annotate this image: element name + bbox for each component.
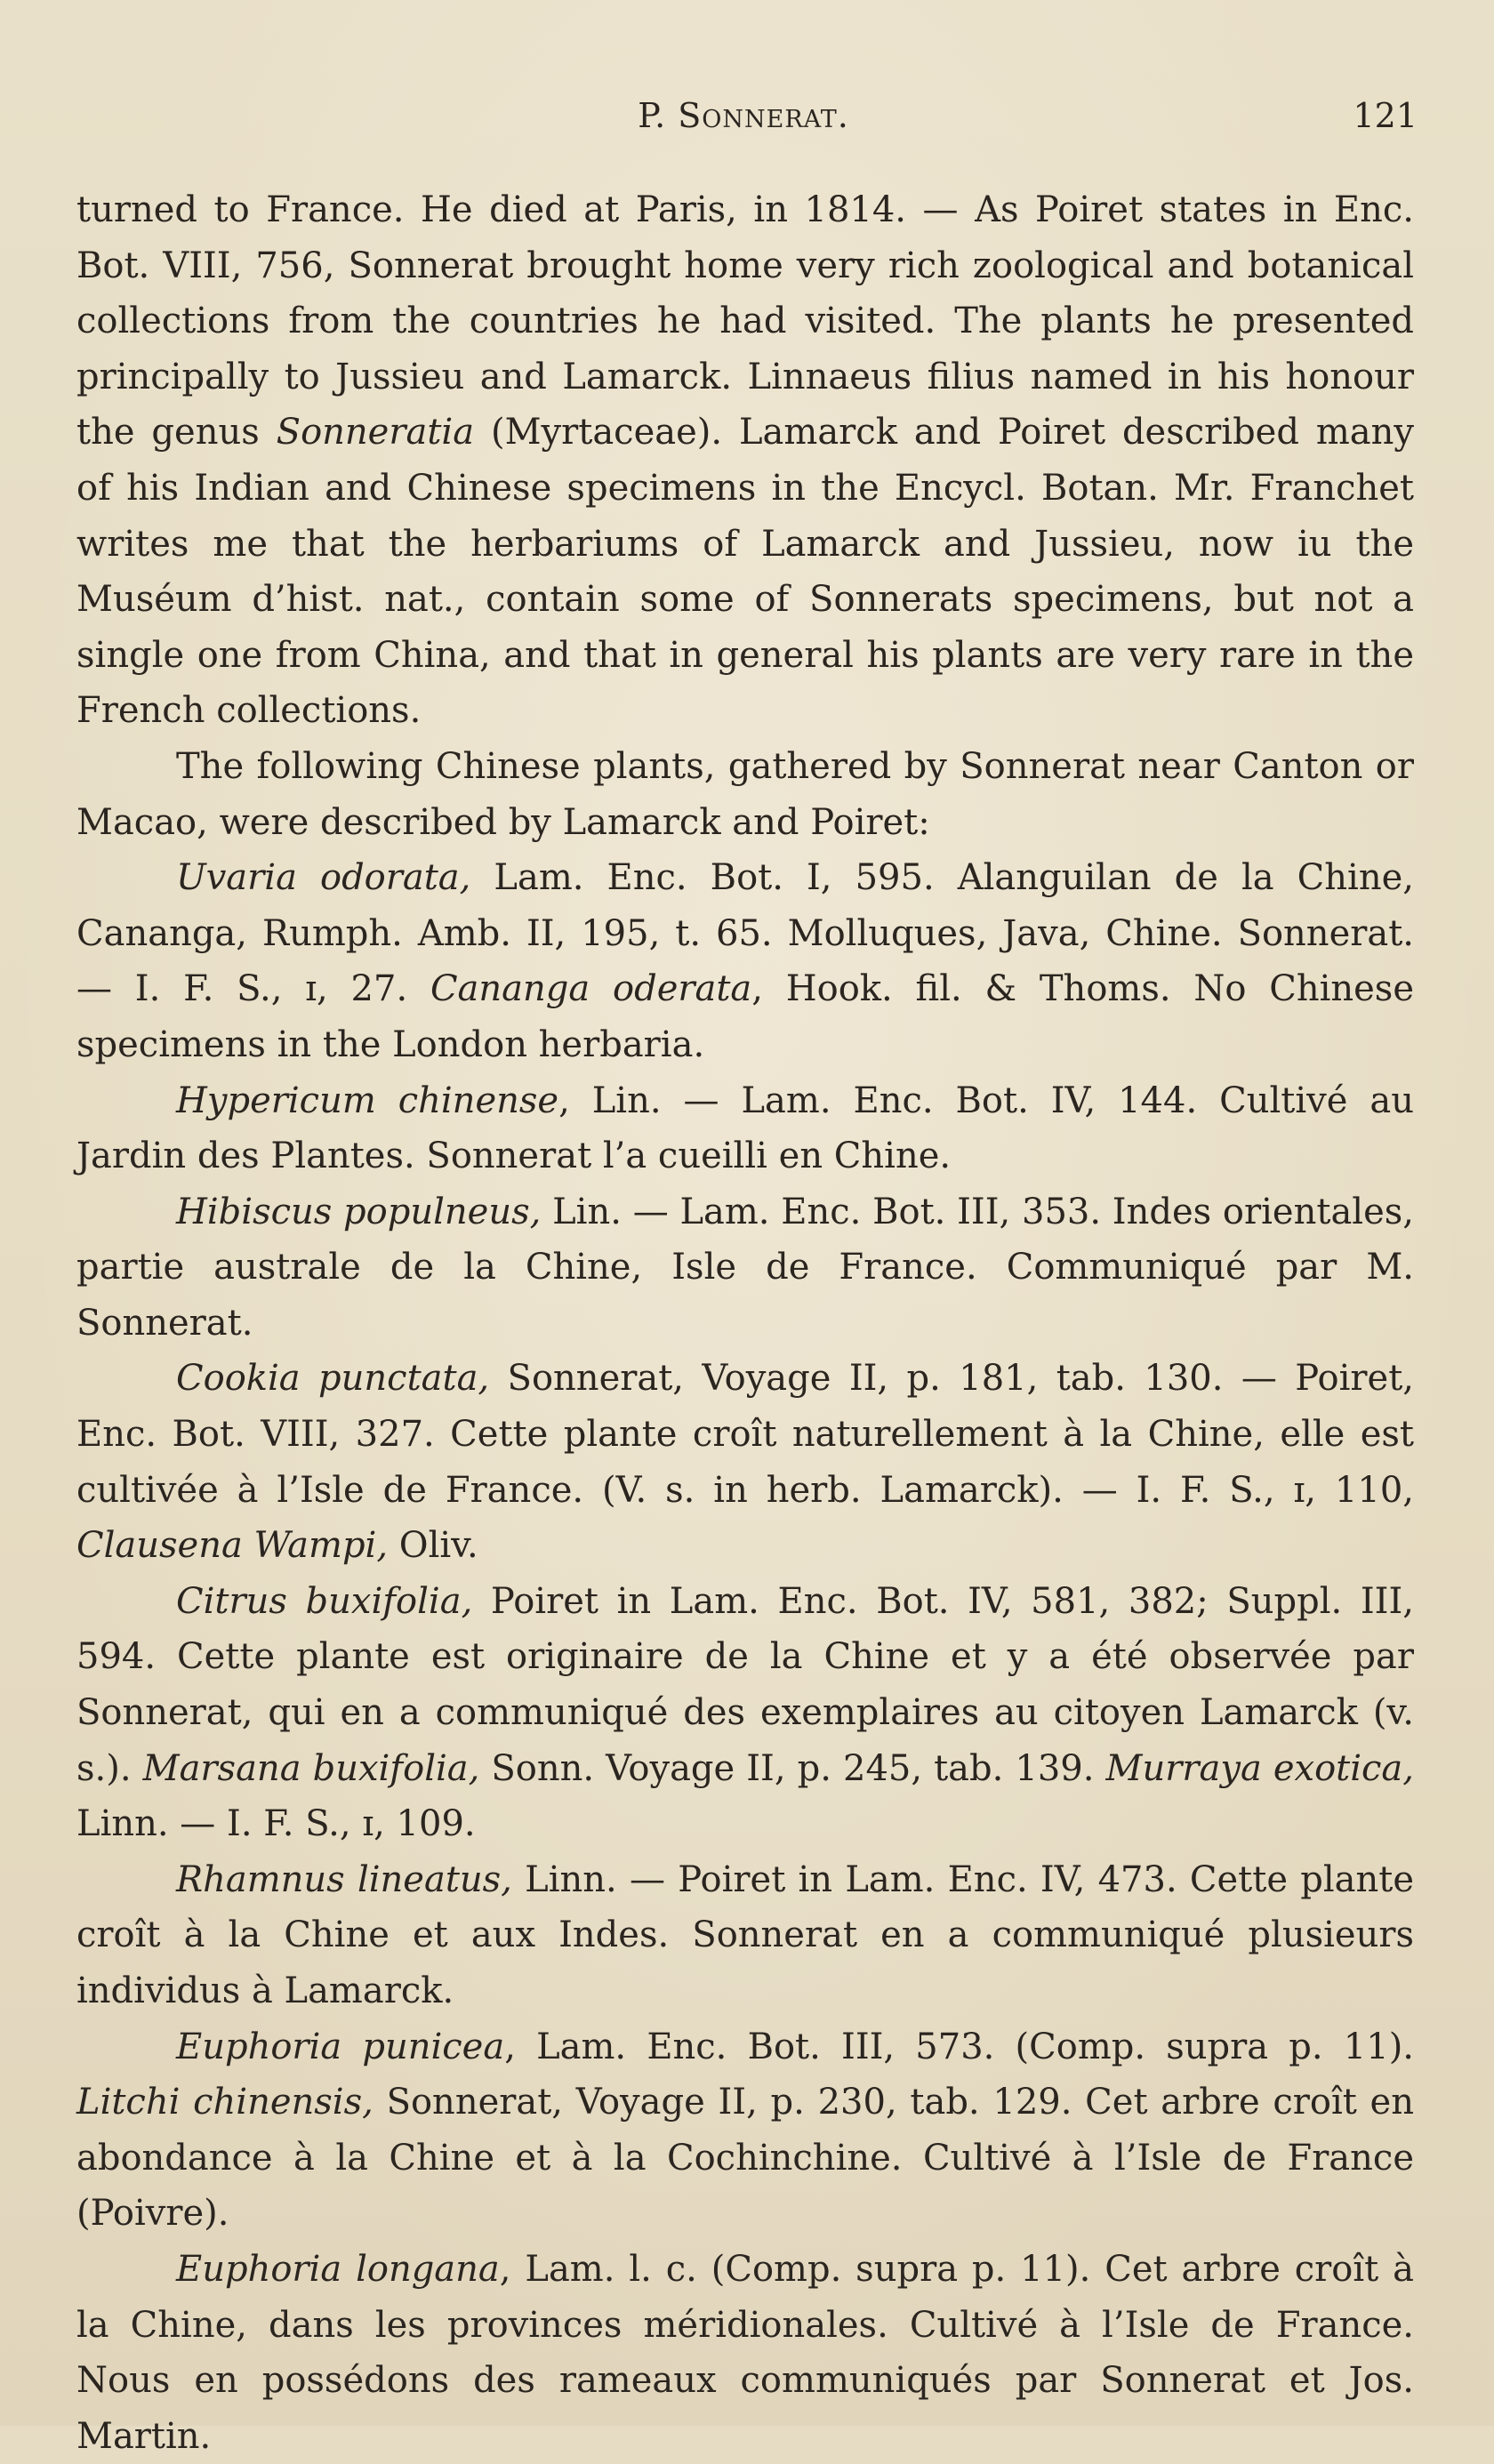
species-entry-cookia (76, 1351, 1414, 1573)
taxon-name: Clausena Wampi, (76, 1525, 389, 1567)
species-entry-euphoria-longana (76, 2242, 1414, 2464)
taxon-name: Murraya exotica, (1105, 1747, 1414, 1789)
species-entry-hibiscus (76, 1184, 1414, 1352)
text-segment: Sonnerat, Voyage II, p. 181, tab. 130. — Poiret, Enc. Bot. VIII, 327. Cette plante croît naturellement à la Chine, elle est cultivée à l’Isle de France. (V. s. in herb. Lamarck). — I. F. S., ɪ, 110, (76, 1358, 1415, 1511)
text-segment: Sonn. Voyage II, p. 245, tab. 139. (479, 1747, 1106, 1789)
paragraph-continuation (76, 182, 1414, 739)
text-segment: The following Chinese plants, gathered by Sonnerat near Canton or Macao, were described by Lamarck and Poiret: (76, 745, 1414, 843)
species-entry-rhamnus (76, 1852, 1414, 2019)
text-segment: (Myrtaceae). Lamarck and Poiret described many of his Indian and Chinese specimens in the Encycl. Botan. Mr. Franchet writes me that the herbariums of Lamarck and Jussieu, now iu the Muséum d’hist. nat., contain some of Sonnerats specimens, but not a single one from China, and that in general his plants are very rare in the French collections. (76, 412, 1414, 732)
taxon-name: Litchi chinensis, (76, 2082, 374, 2123)
taxon-name: Rhamnus lineatus, (176, 1858, 512, 1900)
text-segment: , Hook. fil. & Thoms. No Chinese specimens in the London herbaria. (76, 968, 1415, 1065)
species-entry-uvaria (76, 850, 1414, 1072)
taxon-name: Sonneratia (276, 412, 475, 453)
text-segment: Lam. Enc. Bot. I, 595. Alanguilan de la Chine, Cananga, Rumph. Amb. II, 195, t. 65. Molluques, Java, Chine. Sonnerat. — I. F. S., ɪ, 27. (76, 857, 1414, 1010)
species-entry-euphoria-punicea (76, 2019, 1414, 2242)
text-segment: , Lam. l. c. (Comp. supra p. 11). Cet arbre croît à la Chine, dans les provinces méridionales. Cultivé à l’Isle de France. Nous en possédons des rameaux communiqués par Sonnerat et Jos. Martin. (76, 2248, 1414, 2457)
taxon-name: Cookia punctata, (176, 1358, 490, 1400)
text-segment: , Lin. — Lam. Enc. Bot. IV, 144. Cultivé au Jardin des Plantes. Sonnerat l’a cueilli en Chine. (76, 1080, 1414, 1177)
paragraph-intro (76, 739, 1414, 850)
taxon-name: Citrus buxifolia, (176, 1580, 473, 1622)
taxon-name: Hypericum chinense (176, 1080, 559, 1121)
species-entry-citrus (76, 1574, 1414, 1852)
taxon-name: Cananga oderata (430, 968, 752, 1010)
text-segment: , Lam. Enc. Bot. III, 573. (Comp. supra p. 11). (504, 2026, 1415, 2067)
page-header (76, 87, 1418, 149)
taxon-name: Euphoria longana (176, 2248, 500, 2290)
text-segment: Sonnerat, Voyage II, p. 230, tab. 129. Cet arbre croît en abondance à la Chine et à la Cochinchine. Cultivé à l’Isle de France (Poivre). (76, 2082, 1414, 2235)
body-text (76, 182, 1414, 2464)
page-number: 121 (1353, 96, 1418, 135)
taxon-name: Euphoria punicea (176, 2026, 505, 2067)
text-segment: Linn. — Poiret in Lam. Enc. IV, 473. Cette plante croît à la Chine et aux Indes. Sonnerat en a communiqué plusieurs individus à Lamarck. (76, 1858, 1414, 2011)
text-segment: Oliv. (388, 1525, 478, 1567)
text-segment: Lin. — Lam. Enc. Bot. III, 353. Indes orientales, partie australe de la Chine, Isle de France. Communiqué par M. Sonnerat. (76, 1191, 1414, 1344)
taxon-name: Marsana buxifolia, (142, 1747, 480, 1789)
running-head: P. Sonnerat. (638, 96, 849, 135)
text-segment: Poiret in Lam. Enc. Bot. IV, 581, 382; Suppl. III, 594. Cette plante est originaire de la Chine et y a été observée par Sonnerat, qui en a communiqué des exemplaires au citoyen Lamarck (v. s.). (76, 1580, 1414, 1789)
species-entry-hypericum (76, 1073, 1414, 1184)
text-segment: Linn. — I. F. S., ɪ, 109. (76, 1803, 476, 1845)
text-segment: turned to France. He died at Paris, in 1814. — As Poiret states in Enc. Bot. VIII, 756, Sonnerat brought home very rich zoological and botanical collections from the countries he had visited. The plants he presented principally to Jussieu and Lamarck. Linnaeus filius named in his honour the genus (76, 189, 1414, 453)
taxon-name: Uvaria odorata, (176, 857, 471, 899)
taxon-name: Hibiscus populneus, (176, 1191, 542, 1232)
